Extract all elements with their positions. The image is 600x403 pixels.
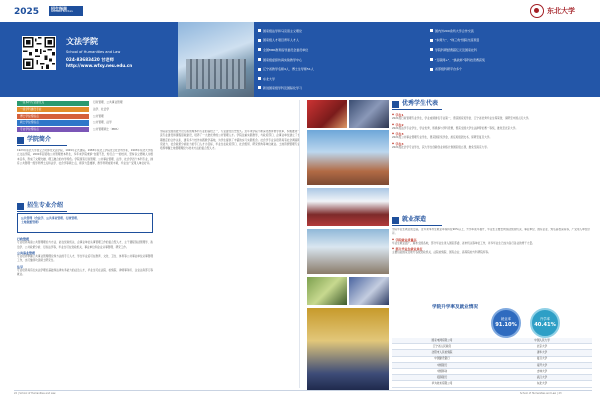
student-photo xyxy=(307,100,347,128)
seal-icon xyxy=(530,4,544,18)
table-cell: 吉林大学 xyxy=(536,369,548,373)
tag-label: 一流本科专业建设点 xyxy=(17,101,89,106)
university-name: 东北大学 xyxy=(547,6,575,15)
employment-title: 就业深造 xyxy=(402,216,427,223)
tag-label: 专业学位授权点 xyxy=(17,127,89,132)
student-name: ◆ 学生3 xyxy=(392,132,590,136)
table-cell: 中国人民大学 xyxy=(534,338,550,342)
degree-tags xyxy=(17,100,297,133)
heading-underline xyxy=(392,109,442,110)
square-bullet-icon xyxy=(430,48,433,51)
students-heading xyxy=(392,100,438,108)
tag-row xyxy=(17,113,297,120)
square-bullet-icon xyxy=(258,29,261,32)
majors-category-box xyxy=(17,213,153,233)
square-bullet-icon xyxy=(430,39,433,42)
box-line: 土地资源管理） xyxy=(21,220,41,225)
feature-item-last: 新进国家级学科及国际化学习 xyxy=(258,86,302,90)
stats-title: 学院升学率及就业情况 xyxy=(432,305,478,310)
footer-right: School of Humanities and Law | 23 xyxy=(520,392,562,395)
college-website[interactable]: http://www.wfxy.neu.edu.cn xyxy=(66,63,133,69)
rate-value: 91.10% xyxy=(495,321,517,328)
student-photo xyxy=(349,100,389,128)
square-bullet-icon xyxy=(258,86,261,89)
college-info xyxy=(66,37,132,69)
heading-underline xyxy=(392,225,442,226)
footer-left: 22 | School of Humanities and Law xyxy=(14,392,56,395)
tag-row xyxy=(17,107,297,114)
square-bullet-icon xyxy=(430,29,433,32)
table-cell: 复旦大学 xyxy=(536,357,548,361)
table-cell: 中国建设银行 xyxy=(434,357,450,361)
table-cell: 北京大学 xyxy=(536,345,548,349)
activity-photo xyxy=(307,277,347,305)
qr-code-icon xyxy=(22,36,56,70)
table-cell: 南开大学 xyxy=(536,363,548,367)
college-phone: 024-83683420 甘老师 xyxy=(66,56,114,62)
year-label: 2025 xyxy=(14,7,40,17)
employment-heading xyxy=(392,216,426,224)
square-bullet-icon xyxy=(258,39,261,42)
students-list xyxy=(392,112,590,208)
college-detail-text: 学院是全国首批开设行政管理本科专业的高校之一，专业建设历史悠久。近年来学院不断深化教育教学改革，积极推进一流专业建设和课程思政建设，培养了一大批优秀的公共管理人才。学院注重实践教学，与政府部门、企事业单位建立了长期稳定的合作关系，建有多个校外实践教学基地，为学生提供了丰富的实习实践机会。社会学专业以培养具有社会调查研究能力、社会政策分析能力的专门人才为目标，毕业生在政府部门、社会组织、研究机构等单位就业。土地资源管理专业培养掌握土地管理理论与技术方法的复合型人才。 xyxy=(160,130,300,151)
majors-title: 招生专业介绍 xyxy=(27,202,64,209)
table-cell: 中国移动 xyxy=(436,369,448,373)
tag-row xyxy=(17,100,297,107)
heading-underline xyxy=(17,211,67,212)
tag-value: 公共管理硕士（MPA） xyxy=(93,126,121,131)
feature-item: 国内外200余所大学合作交流 xyxy=(430,26,594,36)
table-cell: 沈阳市人民检察院 xyxy=(431,351,453,355)
box-line: 公共管理（含法学、公共事业管理、行政管理、 xyxy=(21,216,80,220)
campus-building-photo xyxy=(178,22,254,97)
page-gutter xyxy=(299,100,300,388)
table-cell: 清华大学 xyxy=(536,351,548,355)
table-cell: 武汉大学 xyxy=(536,375,548,379)
feature-col-2 xyxy=(430,26,594,74)
graduation-photo xyxy=(307,308,389,390)
college-name-en: School of Humanities and Law xyxy=(66,49,121,54)
feature-col-1 xyxy=(258,26,428,84)
employment-sub-text: 毕业生就业面广，遍布全国各地，部分毕业生进入国家部委、省市机关等单位工作，许多毕业生已成为各行各业的骨干力量。 xyxy=(392,241,535,245)
intro-heading xyxy=(17,136,51,144)
tag-label: 硕士学位授权点 xyxy=(17,120,89,125)
guide-title: 招生指南 xyxy=(51,6,67,11)
campus-photo xyxy=(307,229,389,274)
feature-item: 国家级人才项目青年人才人 xyxy=(258,36,428,46)
heading-underline xyxy=(17,145,67,146)
feature-item: 学院科研经费超亿元及国家社科 xyxy=(430,45,594,55)
student-desc: 2021级法学专业学生，学业优秀，积极参与学科竞赛，曾获全国大学生法律辩论赛一等奖，推免至北京大学。 xyxy=(392,126,518,130)
employment-intro: 学院毕业生就业质量高，近年来本科生就业率保持在90%以上，升学率逐年提升，毕业生主要去向包括党政机关、事业单位、国有企业、知名高校深造等，广受用人单位好评。 xyxy=(392,228,590,236)
square-bullet-icon xyxy=(258,68,261,71)
feature-item: 东北大学 xyxy=(258,74,428,84)
table-cell: 东北大学 xyxy=(536,382,548,386)
further-study-rate-circle xyxy=(530,308,560,338)
section-marker-icon xyxy=(392,217,399,224)
feature-item: 国家级虚拟仿真实验教学中心 xyxy=(258,55,428,65)
tag-value: 公共管理 xyxy=(93,113,104,118)
major-desc: 专业培养具有扎实法学理论基础和法律实务能力的法治人才，毕业生可在法院、检察院、律师事务所、企业法务部门等就业。 xyxy=(17,269,153,277)
majors-heading xyxy=(17,202,63,210)
section-marker-icon xyxy=(392,101,399,108)
employment-sub-title: ◆ 部分毕业生就业单位 xyxy=(392,247,590,251)
activity-photo xyxy=(349,277,389,305)
intro-text: 1923年东北大学创立之时即设文法学院，1929年正式建院。1983年东北工学院设立社会科学系，1993年东北大学成立文法学院，2000年起招收公共管理类本科生，多年来学院秉承“自强不息，知行合一”的校训，坚持以立德树人为根本任务，形成了文理交融、理工融合的办学特色。学院现有行政管理、公共事业管理、法学、社会学四个本科专业，拥有公共管理一级学科博士点和法学、社会学等硕士点，师资力量雄厚，教学科研成果丰硕，毕业生广受用人单位好评。 xyxy=(17,149,153,165)
major-title: 行政管理 xyxy=(17,237,30,241)
guide-badge xyxy=(49,6,83,16)
feature-item: "互联网+"、"挑战杯"等科技竞赛获奖 xyxy=(430,55,594,65)
tag-label: 一流学科建设专业 xyxy=(17,107,89,112)
employer-table xyxy=(392,338,592,388)
section-marker-icon xyxy=(17,203,24,210)
tag-row xyxy=(17,120,297,127)
tag-value: 行政管理、公共事业管理 xyxy=(93,100,123,105)
rate-label: 就业率 xyxy=(500,317,512,322)
guide-subtitle: Admission Brochure xyxy=(51,10,73,13)
table-cell: 招商银行 xyxy=(436,375,448,379)
employment-sub-text: 主要包括国家及地方各级党政机关、法院检察院、国有企业、高等院校与科研院所等。 xyxy=(392,251,491,255)
major-title: 公共事业管理 xyxy=(17,250,36,255)
campus-photo xyxy=(307,130,389,185)
table-cell: 国家电网有限公司 xyxy=(431,338,453,342)
feature-item: 辽宁省教学名师4人、博士生导师51人 xyxy=(258,64,428,74)
section-marker-icon xyxy=(17,137,24,144)
rate-label: 升学率 xyxy=(539,317,551,322)
college-name: 文法学院 xyxy=(66,37,98,46)
employment-sub-title: ◆ 学院就业质量高 xyxy=(392,238,590,242)
intro-title: 学院简介 xyxy=(27,136,52,143)
left-column xyxy=(14,100,305,390)
table-cell: 华为技术有限公司 xyxy=(431,382,453,386)
student-name: ◆ 学生1 xyxy=(392,113,590,117)
square-bullet-icon xyxy=(258,77,261,80)
table-cell: 辽宁省人民政府 xyxy=(432,345,452,349)
tag-label: 博士学位授权点 xyxy=(17,114,89,119)
top-bar xyxy=(0,0,600,22)
employment-text xyxy=(392,228,590,302)
footer-divider xyxy=(14,390,592,391)
major-desc: 专业培养具备公共管理理论与方法、能在党政机关、企事业单位从事管理工作的复合型人才，主干课程包括管理学、政治学、公共政策分析、行政法学等，毕业生可在党政机关、事业单位和企业从事管理、研究工作。 xyxy=(17,241,153,249)
event-photo xyxy=(307,188,389,226)
square-bullet-icon xyxy=(258,58,261,61)
feature-item: "东师大"、"珠三角"国际交流项目 xyxy=(430,36,594,46)
table-row xyxy=(392,381,592,387)
student-name: ◆ 学生4 xyxy=(392,142,590,146)
square-bullet-icon xyxy=(430,68,433,71)
major-desc: 专业培养掌握公共事业管理理论和方法的专门人才，学生毕业后可在教育、文化、卫生、体育等公共事业单位从事管理工作，也可继续攻读硕士研究生。 xyxy=(17,255,153,263)
tag-value: 法学、社会学 xyxy=(93,107,110,112)
student-desc: 2021级社会学专业学生，获大学生创新创业训练计划国家级立项，推免至南京大学。 xyxy=(392,146,490,150)
student-name: ◆ 学生2 xyxy=(392,123,590,127)
square-bullet-icon xyxy=(430,58,433,61)
table-cell: 中国银行 xyxy=(436,363,448,367)
rate-value: 40.41% xyxy=(534,321,556,328)
square-bullet-icon xyxy=(258,48,261,51)
student-desc: 2021级行政管理专业学生，学业成绩排名专业第一，曾获国家奖学金、辽宁省优秀毕业生等荣誉，保研至中国人民大学。 xyxy=(392,117,531,121)
feature-item: 全国MPA教育指导委员会委员单位 xyxy=(258,45,428,55)
feature-item: 国家级法学和马克思主义理论 xyxy=(258,26,428,36)
major-title: 法学 xyxy=(17,264,24,269)
employment-rate-circle xyxy=(491,308,521,338)
feature-item: 省部级科研平台多个 xyxy=(430,64,594,74)
tag-value: 公共管理、法学 xyxy=(93,120,112,125)
university-logo xyxy=(530,4,590,18)
majors-text xyxy=(17,236,153,386)
students-title: 优秀学生代表 xyxy=(402,100,439,107)
student-desc: 2021级公共事业管理专业学生，曾获国家奖学金，担任班级团支书，保研至复旦大学。 xyxy=(392,136,492,140)
feature-list xyxy=(258,26,594,86)
